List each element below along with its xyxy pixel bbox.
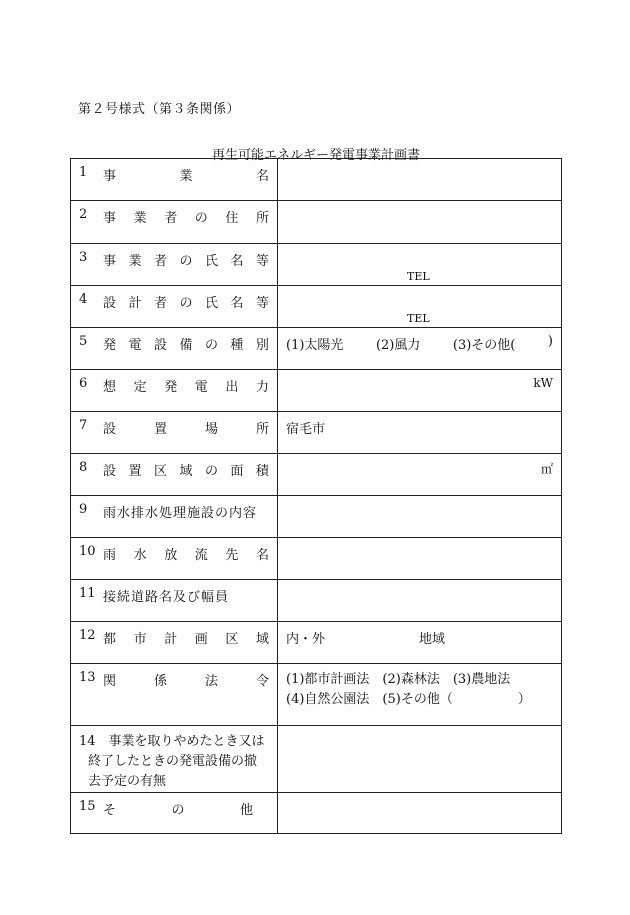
label-char: 電 <box>194 380 208 395</box>
label-char: 置 <box>153 422 167 437</box>
label-cell <box>71 454 278 496</box>
tel-label: TEL <box>407 312 430 325</box>
label-char: の <box>179 296 193 311</box>
row-number: 1 <box>79 165 88 180</box>
label-cell <box>71 159 278 201</box>
label-char: 住 <box>225 211 239 226</box>
row-business-name <box>71 159 562 201</box>
designer-name-field[interactable] <box>278 286 562 328</box>
row-drainage-facility <box>71 496 562 538</box>
label-char: 面 <box>230 464 244 479</box>
row-install-location <box>71 412 562 454</box>
label-cell <box>71 496 278 538</box>
label-cell <box>71 664 278 726</box>
label-cell <box>71 538 278 580</box>
row-designer-name <box>71 286 562 328</box>
location-value: 宿毛市 <box>286 422 326 437</box>
operator-address-field[interactable] <box>278 201 562 244</box>
label-char: 画 <box>194 632 208 647</box>
label-char: 名 <box>230 296 244 311</box>
label-char: 種 <box>230 338 244 353</box>
label-char: 域 <box>255 632 269 647</box>
row-access-road <box>71 580 562 622</box>
equipment-options <box>286 334 553 353</box>
business-name-field[interactable] <box>278 159 562 201</box>
label-char: そ <box>103 803 117 818</box>
access-road-field[interactable] <box>278 580 562 622</box>
inside-outside-choice[interactable]: 内・外 <box>286 632 326 647</box>
label-cell <box>71 244 278 286</box>
label-char: 事 <box>103 169 117 184</box>
label-char: の <box>204 338 218 353</box>
label-char: 出 <box>225 380 239 395</box>
label-char: 者 <box>164 211 178 226</box>
label-char: 法 <box>204 674 218 689</box>
label-char: 発 <box>103 338 117 353</box>
label-cell <box>71 580 278 622</box>
row-other <box>71 793 562 834</box>
label-char: 業 <box>179 169 193 184</box>
label-cell <box>71 370 278 412</box>
other-field[interactable] <box>278 793 562 834</box>
label-char: 等 <box>255 296 269 311</box>
label-char: 設 <box>103 296 117 311</box>
row-label: 接続道路名及び幅員 <box>103 590 230 605</box>
label-char: 計 <box>128 296 142 311</box>
row-label <box>103 628 269 647</box>
label-char: の <box>179 254 193 269</box>
operator-name-field[interactable] <box>278 244 562 286</box>
row-operator-address <box>71 201 562 244</box>
row-label <box>103 670 269 689</box>
laws-line-1: (1)都市計画法 (2)森林法 (3)農地法 <box>286 672 511 687</box>
related-laws-options <box>278 664 561 710</box>
label-char: 別 <box>255 338 269 353</box>
label-char: 雨 <box>103 548 117 563</box>
district-label: 地域 <box>419 632 446 647</box>
label-char: の <box>171 803 185 818</box>
label-char: 名 <box>255 169 269 184</box>
label-char: 先 <box>225 548 239 563</box>
label-char: 名 <box>255 548 269 563</box>
option-other[interactable]: (3)その他( <box>452 338 516 353</box>
label-line-3: 去予定の有無 <box>88 774 167 789</box>
row-operator-name <box>71 244 562 286</box>
row-label <box>103 799 253 818</box>
area-field[interactable] <box>278 454 562 496</box>
row-number: 6 <box>79 376 88 391</box>
install-location-field[interactable] <box>278 412 562 454</box>
row-equipment-type <box>71 328 562 370</box>
label-char: 備 <box>179 338 193 353</box>
label-char: 域 <box>179 464 193 479</box>
label-line-1: 14 事業を取りやめたとき又は <box>79 734 265 749</box>
row-label <box>103 207 269 226</box>
removal-plan-field[interactable] <box>278 726 562 793</box>
generation-output-field[interactable] <box>278 370 562 412</box>
row-city-planning-area <box>71 622 562 664</box>
row-number: 13 <box>79 670 96 685</box>
form-number: 第２号様式（第３条関係） <box>78 102 241 117</box>
label-char: 所 <box>255 422 269 437</box>
row-number: 8 <box>79 460 88 475</box>
row-discharge-destination <box>71 538 562 580</box>
label-char: 場 <box>204 422 218 437</box>
label-char: 氏 <box>204 296 218 311</box>
discharge-destination-field[interactable] <box>278 538 562 580</box>
label-cell <box>71 412 278 454</box>
label-char: 氏 <box>204 254 218 269</box>
row-label <box>103 544 269 563</box>
label-char: 計 <box>164 632 178 647</box>
unit-square-meter: ㎡ <box>540 462 553 476</box>
row-number: 12 <box>79 628 96 643</box>
label-char: 事 <box>103 211 117 226</box>
row-number: 9 <box>79 502 88 517</box>
row-label <box>103 165 269 184</box>
label-char: 関 <box>103 674 117 689</box>
row-number: 11 <box>79 586 96 601</box>
row-area <box>71 454 562 496</box>
label-char: 名 <box>230 254 244 269</box>
row-label: 雨水排水処理施設の内容 <box>103 506 258 521</box>
label-char: 定 <box>133 380 147 395</box>
label-char: の <box>194 211 208 226</box>
label-char: 放 <box>164 548 178 563</box>
label-char: 業 <box>133 211 147 226</box>
label-cell <box>71 622 278 664</box>
label-char: 想 <box>103 380 117 395</box>
row-label <box>103 292 269 311</box>
label-char: 都 <box>103 632 117 647</box>
label-char: 積 <box>255 464 269 479</box>
row-related-laws <box>71 664 562 726</box>
label-char: 等 <box>255 254 269 269</box>
label-char: 令 <box>255 674 269 689</box>
option-wind[interactable]: (2)風力 <box>375 338 421 353</box>
row-label <box>103 376 269 395</box>
row-removal-plan <box>71 726 562 793</box>
row-number: 3 <box>79 250 88 265</box>
row-label <box>103 460 269 479</box>
equipment-type-field[interactable] <box>278 328 562 370</box>
row-number: 5 <box>79 334 88 349</box>
label-char: 者 <box>153 296 167 311</box>
label-cell <box>71 793 278 834</box>
label-char: 者 <box>153 254 167 269</box>
label-char: 設 <box>103 464 117 479</box>
label-char: 設 <box>103 422 117 437</box>
label-cell <box>71 726 278 793</box>
row-label <box>103 250 269 269</box>
label-char: 他 <box>239 803 253 818</box>
related-laws-field[interactable] <box>278 664 562 726</box>
label-line-2: 終了したときの発電設備の撤 <box>88 754 258 769</box>
label-cell <box>71 328 278 370</box>
label-char: 発 <box>164 380 178 395</box>
label-char: の <box>204 464 218 479</box>
label-char: 市 <box>133 632 147 647</box>
label-char: 業 <box>128 254 142 269</box>
label-char: 力 <box>255 380 269 395</box>
label-cell <box>71 201 278 244</box>
option-other-close: ) <box>547 334 553 349</box>
row-number: 10 <box>79 544 96 559</box>
label-cell <box>71 286 278 328</box>
city-planning-area-field[interactable] <box>278 622 562 664</box>
label-char: 電 <box>128 338 142 353</box>
row-number: 4 <box>79 292 88 307</box>
label-char: 区 <box>225 632 239 647</box>
row-label <box>103 334 269 353</box>
unit-kw: kW <box>533 376 553 390</box>
label-char: 水 <box>133 548 147 563</box>
drainage-facility-field[interactable] <box>278 496 562 538</box>
tel-label: TEL <box>407 270 430 283</box>
label-char: 置 <box>128 464 142 479</box>
label-char: 係 <box>153 674 167 689</box>
label-char: 所 <box>255 211 269 226</box>
row-number: 15 <box>79 799 96 814</box>
option-solar[interactable]: (1)太陽光 <box>286 338 344 353</box>
label-char: 事 <box>103 254 117 269</box>
row-number: 7 <box>79 418 88 433</box>
row-generation-output <box>71 370 562 412</box>
label-char: 流 <box>194 548 208 563</box>
row-label <box>71 726 277 792</box>
row-number: 2 <box>79 207 88 222</box>
label-char: 設 <box>153 338 167 353</box>
label-char: 区 <box>153 464 167 479</box>
document-title: 再生可能エネルギー発電事業計画書 <box>211 148 420 163</box>
row-label <box>103 418 269 437</box>
plan-form-table <box>70 158 562 834</box>
laws-line-2: (4)自然公園法 (5)その他（ ） <box>286 692 531 707</box>
